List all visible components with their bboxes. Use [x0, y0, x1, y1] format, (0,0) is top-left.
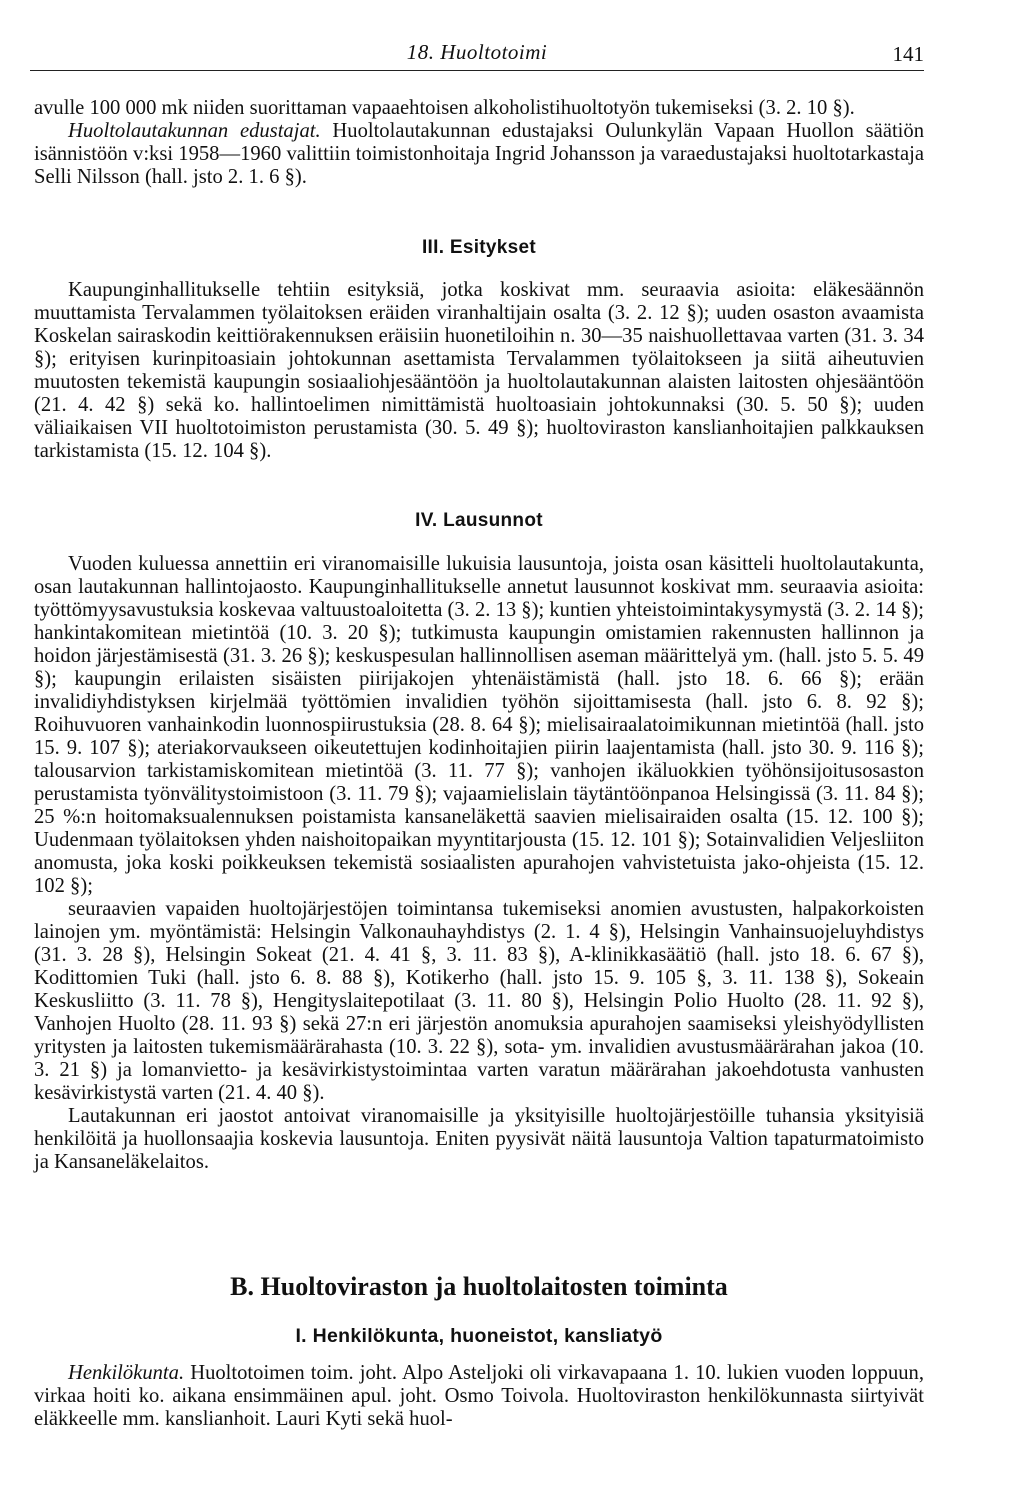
- esitykset-section: [34, 279, 924, 463]
- opening-paragraphs: [34, 97, 924, 189]
- continuation-paragraph: avulle 100 000 mk niiden suorittaman vapaaehtoisen alkoholistihuoltotyön tukemiseksi (3. 2. 10 §).: [34, 97, 855, 119]
- running-header: [30, 40, 924, 71]
- henkilokunta-paragraph: [34, 1362, 924, 1431]
- paragraph-lead: Huoltolautakunnan edustajat.: [68, 120, 321, 142]
- representatives-paragraph: [34, 120, 924, 189]
- lausunnot-paragraph-1: Vuoden kuluessa annettiin eri viranomaisille lukuisia lausuntoja, joista osan käsitteli huoltolautakunta, osan lautakunnan hallintojaosto. Kaupunginhallitukselle annetut lausunnot koskivat mm. seuraavia asioita: työttömyysavustuksia koskevaa valtuustoaloitetta (3. 2. 13 §); kuntien yhteistoimintakysymystä (3. 2. 14 §); hankintakomitean mietintöä (10. 3. 20 §); tutkimusta kaupungin omistamien rakennusten hallinnon ja hoidon järjestämisestä (31. 3. 26 §); keskuspesulan hallinnollisen aseman määrittelyä ym. (hall. jsto 5. 5. 49 §); kaupungin erilaisten sisäisten piirijakojen yhtenäistämistä (hall. jsto 18. 6. 66 §); erään invalidiyhdistyksen kirjelmää työttömien invalidien työhön sijoittamisesta (hall. jsto 6. 8. 92 §); Roihuvuoren vanhainkodin luonnospiirustuksia (28. 8. 64 §); mielisairaalatoimikunnan mietintöä (hall. jsto 15. 9. 107 §); ateriakorvaukseen oikeutettujen kodinhoitajien piirin laajentamista (hall. jsto 30. 9. 116 §); talousarvion tarkistamiskomitean mietintöä (3. 11. 77 §); vanhojen ikäluokkien työhönsijoitusosaston perustamista työnvälitystoimistoon (3. 11. 79 §); vajaamielislain täytäntöönpanoa Helsingissä (3. 11. 84 §); 25 %:n hoitomaksualennuksen poistamista kansaneläkettä saavien mielisairaiden osalta (15. 12. 100 §); Uudenmaan työlaitoksen yhden naishoitopaikan myyntitarjousta (15. 12. 101 §); Sotainvalidien Veljesliiton anomusta, joka koski poikkeuksen tekemistä sosiaalisten apurahojen vahvistetuista jako-ohjeista (15. 12. 102 §);: [34, 553, 924, 897]
- section-heading-esitykset: III. Esitykset: [421, 237, 537, 258]
- section-heading-henkilokunta: I. Henkilökunta, huoneistot, kansliatyö: [295, 1325, 663, 1347]
- lausunnot-section: [34, 553, 924, 1174]
- lausunnot-paragraph-3: Lautakunnan eri jaostot antoivat viranomaisille ja yksityisille huoltojärjestöille tuhansia yksityisiä henkilöitä ja huollonsaajia koskevia lausuntoja. Eniten pyysivät näitä lausuntoja Valtion tapaturmatoimisto ja Kansaneläkelaitos.: [34, 1105, 924, 1173]
- lausunnot-paragraph-2: seuraavien vapaiden huoltojärjestöjen toimintansa tukemiseksi anomien avustusten, halpakorkoisten lainojen ym. myöntämistä: Helsingin Valkonauhayhdistys (2. 1. 4 §), Helsingin Vanhainsuojeluyhdistys (31. 3. 28 §), Helsingin Sokeat (21. 4. 41 §, 3. 11. 83 §), A-klinikkasäätiö (hall. jsto 18. 6. 67 §), Kodittomien Tuki (hall. jsto 6. 8. 88 §), Kotikerho (hall. jsto 15. 9. 105 §, 3. 11. 138 §), Sokeain Keskusliitto (3. 11. 78 §), Hengityslaitepotilaat (3. 11. 80 §), Helsingin Polio Huolto (28. 11. 92 §), Vanhojen Huolto (28. 11. 93 §) sekä 27:n eri järjestön anomuksia apurahojen saamiseksi yleishyödyllisten yritysten ja laitosten tukemismäärärahasta (10. 3. 22 §), sota- ym. invalidien avustusmäärärahan jakoa (10. 3. 21 §) ja lomanvietto- ja kesävirkistystoimintaa varten varatun määrärahan jakoehdotusta vanhusten kesävirkistystä varten (21. 4. 40 §).: [34, 898, 924, 1104]
- esitykset-paragraph: Kaupunginhallitukselle tehtiin esityksiä, jotka koskivat mm. seuraavia asioita: eläkesäännön muuttamista Tervalammen työlaitoksen eräiden viranhaltijain osalta (3. 2. 12 §); uuden osaston avaamista Koskelan sairaskodin keittiörakennuksen eräisiin huonetiloihin n. 30—35 naishuollettavaa varten (31. 3. 34 §); erityisen kurinpitoasiain johtokunnan asettamista Tervalammen työlaitokseen ja siitä aiheutuvien muutosten tekemistä kaupungin sosiaaliohjesääntöön ja huoltolautakunnan alaisten laitosten ohjesääntöön (21. 4. 42 §) sekä ko. hallintoelimen nimittämistä huoltoasiain johtokunnaksi (30. 5. 50 §); uuden väliaikaisen VII huoltotoimiston perustamista (30. 5. 49 §); huoltoviraston kanslianhoitajien palkkauksen tarkistamista (15. 12. 104 §).: [34, 279, 924, 462]
- page-number: 141: [892, 42, 924, 66]
- running-header-title: 18. Huoltotoimi: [406, 40, 548, 64]
- henkilokunta-section: [34, 1362, 924, 1431]
- paragraph-body: Huoltotoimen toim. joht. Alpo Asteljoki oli virkavapaana 1. 10. lukien vuoden loppuun, virkaa hoiti ko. aikana ensimmäinen apul. joht. Osmo Toivola. Huoltoviraston henkilökunnasta siirtyivät eläkkeelle mm. kanslianhoit. Lauri Kyti sekä huol-: [34, 1362, 924, 1430]
- chapter-heading-b: B. Huoltoviraston ja huoltolaitosten toiminta: [230, 1272, 728, 1301]
- paragraph-lead: Henkilökunta.: [68, 1362, 185, 1384]
- section-heading-lausunnot: IV. Lausunnot: [415, 510, 543, 531]
- paragraph-body: Huoltolautakunnan edustajaksi Oulunkylän Vapaan Huollon säätiön isännistöön v:ksi 1958—1960 valittiin toimistonhoitaja Ingrid Johansson ja varaedustajaksi huoltotarkastaja Selli Nilsson (hall. jsto 2. 1. 6 §).: [34, 120, 924, 188]
